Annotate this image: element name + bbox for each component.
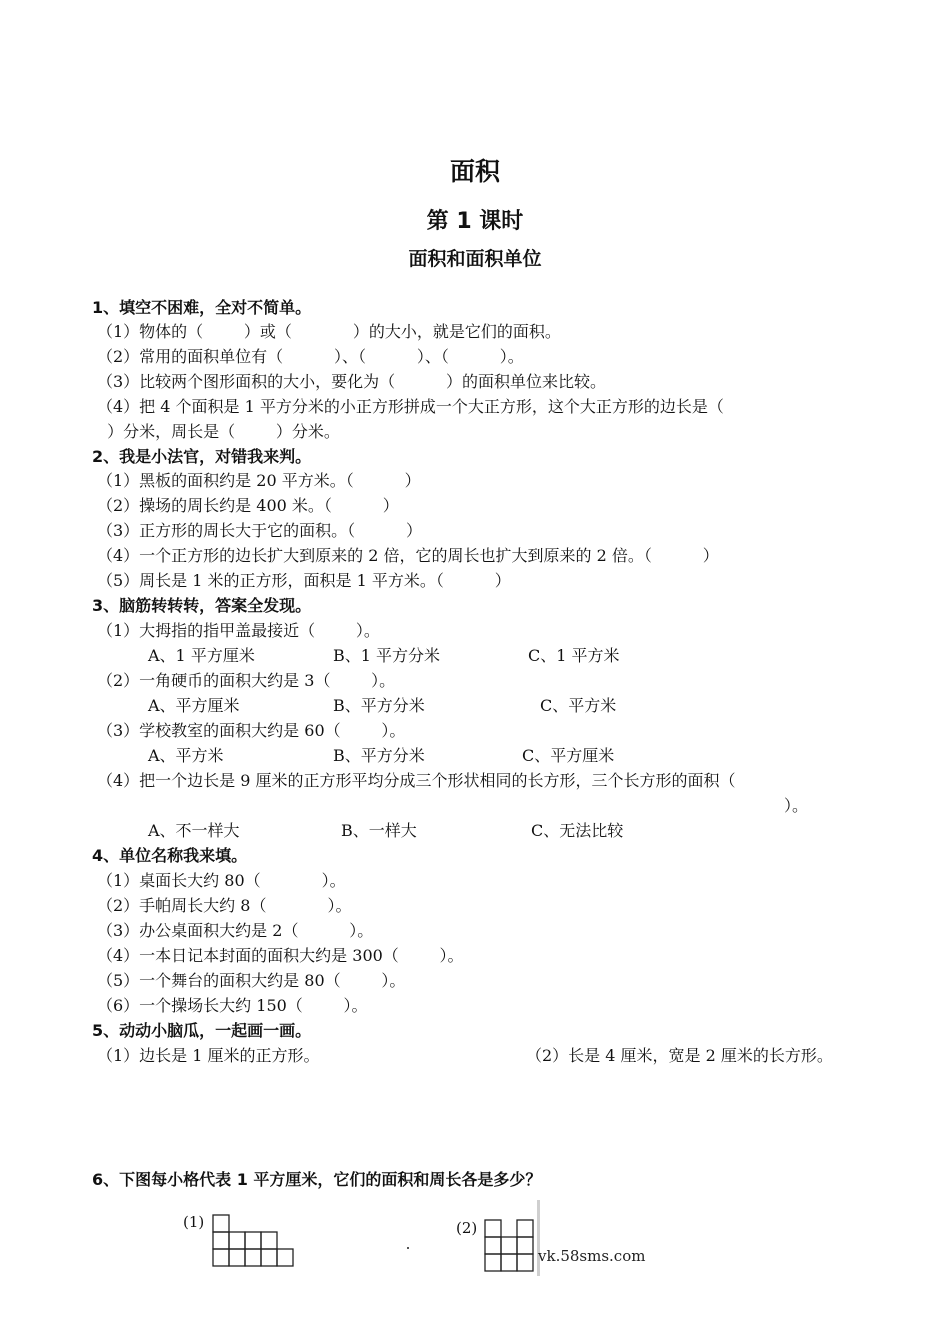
figure-1-grid — [208, 1212, 298, 1270]
section-3-heading: 3、脑筋转转转，答案全发现。 — [92, 596, 312, 615]
s3-q1-option-a: A、1 平方厘米 — [148, 646, 255, 665]
s1-question-1: （1）物体的（ ）或（ ）的大小，就是它们的面积。 — [97, 322, 561, 341]
s4-question-2: （2）手帕周长大约 8（ ）。 — [97, 896, 352, 915]
section-4-heading: 4、单位名称我来填。 — [92, 846, 248, 865]
s4-question-4: （4）一本日记本封面的面积大约是 300（ ）。 — [97, 946, 464, 965]
s3-question-2: （2）一角硬币的面积大约是 3（ ）。 — [97, 671, 396, 690]
s2-question-5: （5）周长是 1 米的正方形，面积是 1 平方米。（ ） — [97, 571, 511, 590]
s3-q2-option-b: B、平方分米 — [333, 696, 425, 715]
s3-question-4: （4）把一个边长是 9 厘米的正方形平均分成三个形状相同的长方形，三个长方形的面积（ — [97, 771, 736, 790]
s4-question-3: （3）办公桌面积大约是 2（ ）。 — [97, 921, 374, 940]
section-5-heading: 5、动动小脑瓜，一起画一画。 — [92, 1021, 312, 1040]
s3-q2-option-a: A、平方厘米 — [148, 696, 240, 715]
s1-question-4-cont: ）分米，周长是（ ）分米。 — [97, 422, 340, 441]
lesson-subtitle: 面积和面积单位 — [408, 248, 542, 270]
s3-q4-option-a: A、不一样大 — [148, 821, 240, 840]
s3-question-4-cont: ）。 — [784, 796, 809, 815]
s2-question-4: （4）一个正方形的边长扩大到原来的 2 倍，它的周长也扩大到原来的 2 倍。（ ） — [97, 546, 719, 565]
s4-question-6: （6）一个操场长大约 150（ ）。 — [97, 996, 368, 1015]
s2-question-1: （1）黑板的面积约是 20 平方米。（ ） — [97, 471, 421, 490]
s3-q4-option-c: C、无法比较 — [531, 821, 624, 840]
s3-question-3: （3）学校教室的面积大约是 60（ ）。 — [97, 721, 406, 740]
s4-question-5: （5）一个舞台的面积大约是 80（ ）。 — [97, 971, 406, 990]
lesson-number: 第 1 课时 — [426, 209, 524, 234]
s5-question-1: （1）边长是 1 厘米的正方形。 — [97, 1046, 320, 1065]
section-6-heading: 6、下图每小格代表 1 平方厘米，它们的面积和周长各是多少？ — [92, 1170, 542, 1189]
section-1-heading: 1、填空不困难，全对不简单。 — [92, 298, 312, 317]
s3-question-1: （1）大拇指的指甲盖最接近（ ）。 — [97, 621, 380, 640]
figure-2-grid — [481, 1216, 537, 1274]
s4-question-1: （1）桌面长大约 80（ ）。 — [97, 871, 346, 890]
s3-q3-option-c: C、平方厘米 — [522, 746, 615, 765]
s3-q4-option-b: B、一样大 — [341, 821, 417, 840]
s1-question-4: （4）把 4 个面积是 1 平方分米的小正方形拼成一个大正方形，这个大正方形的边长是（ — [97, 397, 724, 416]
s3-q1-option-c: C、1 平方米 — [528, 646, 620, 665]
figure-2-label: (2) — [456, 1219, 478, 1237]
page-title: 面积 — [449, 157, 500, 186]
s3-q3-option-a: A、平方米 — [148, 746, 224, 765]
s1-question-2: （2）常用的面积单位有（ ）、（ ）、（ ）。 — [97, 347, 524, 366]
s5-question-2: （2）长是 4 厘米，宽是 2 厘米的长方形。 — [526, 1046, 833, 1065]
s2-question-2: （2）操场的周长约是 400 米。（ ） — [97, 496, 399, 515]
speck — [407, 1247, 409, 1249]
s1-question-3: （3）比较两个图形面积的大小，要化为（ ）的面积单位来比较。 — [97, 372, 607, 391]
s3-q2-option-c: C、平方米 — [540, 696, 617, 715]
section-2-heading: 2、我是小法官，对错我来判。 — [92, 447, 312, 466]
s3-q1-option-b: B、1 平方分米 — [333, 646, 441, 665]
figure-1-label: (1) — [183, 1213, 205, 1231]
s3-q3-option-b: B、平方分米 — [333, 746, 425, 765]
s2-question-3: （3）正方形的周长大于它的面积。（ ） — [97, 521, 423, 540]
watermark-text: vk.58sms.com — [538, 1247, 646, 1265]
